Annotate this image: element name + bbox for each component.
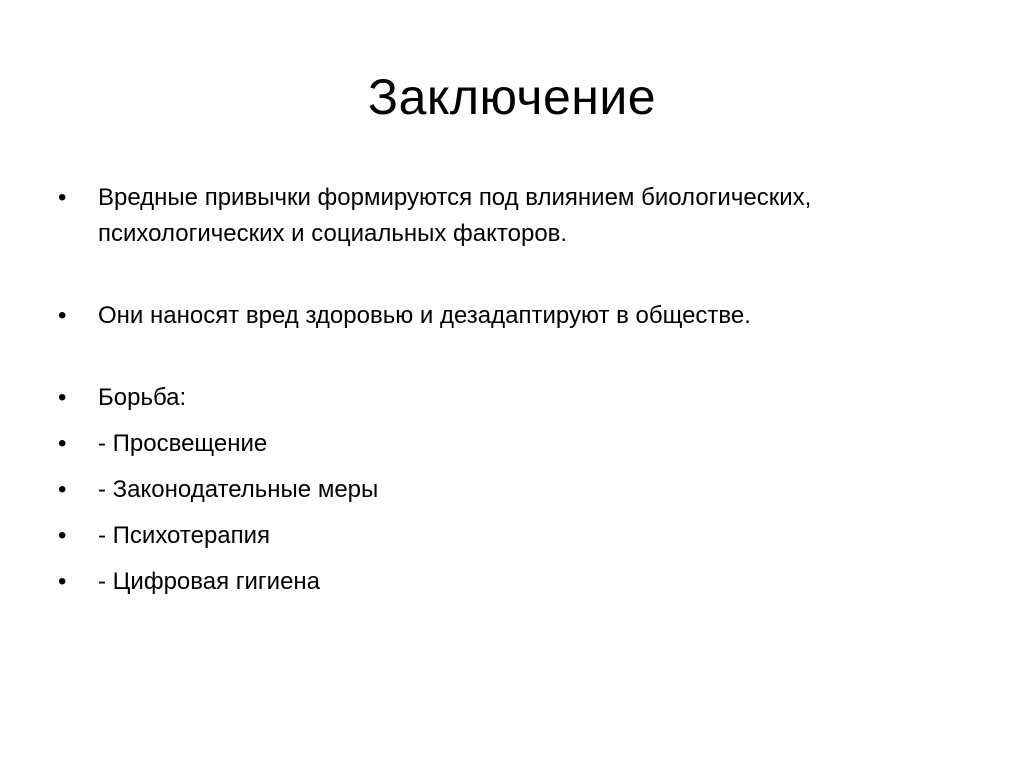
bullet-text: Борьба: (98, 384, 187, 411)
slide-title: Заключение (367, 69, 657, 125)
bullet-icon: • (58, 184, 67, 211)
bullet-item-legislation (56, 472, 986, 508)
bullet-text: - Цифровая гигиена (98, 568, 321, 595)
bullet-icon: • (58, 476, 67, 503)
bullet-icon: • (58, 430, 67, 457)
bullet-item-psychotherapy (56, 518, 986, 554)
bullet-list (56, 180, 986, 600)
bullet-item-education (56, 426, 986, 462)
bullet-icon: • (58, 568, 67, 595)
bullet-item-harm (56, 298, 986, 334)
bullet-icon: • (58, 302, 67, 329)
bullet-text: Они наносят вред здоровью и дезадаптируют в обществе. (98, 302, 751, 329)
bullet-icon: • (58, 384, 67, 411)
bullet-icon: • (58, 522, 67, 549)
bullet-text: - Психотерапия (98, 522, 271, 549)
bullet-text: - Законодательные меры (98, 476, 379, 503)
bullet-text: Вредные привычки формируются под влиянием биологических, психологических и социальных факторов. (98, 184, 812, 247)
bullet-text: - Просвещение (98, 430, 268, 457)
bullet-item-struggle (56, 380, 986, 416)
bullet-item-digital-hygiene (56, 564, 986, 600)
bullet-item-formation (56, 180, 986, 252)
